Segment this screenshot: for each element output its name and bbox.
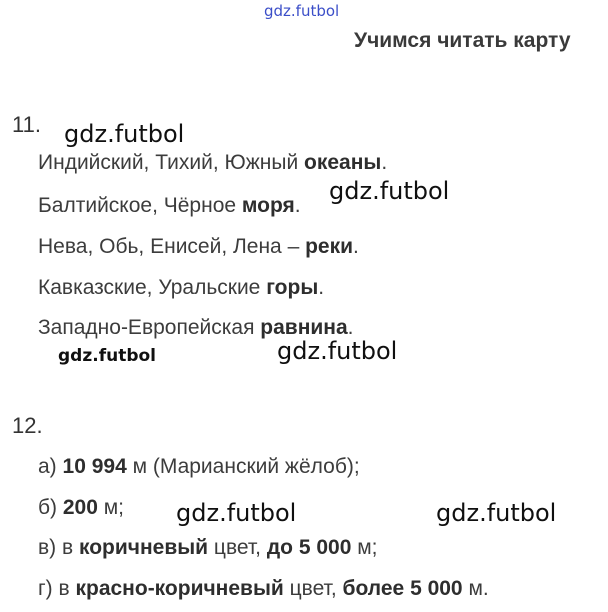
watermark: gdz.futbol	[329, 177, 450, 205]
task-11-line-1: Индийский, Тихий, Южный океаны.	[38, 151, 388, 174]
task-12-answer-a: а) 10 994 м (Марианский жёлоб);	[38, 455, 360, 478]
watermark-top: gdz.futbol	[264, 2, 340, 20]
task-11-number: 11.	[12, 112, 41, 137]
task-11-line-3: Нева, Обь, Енисей, Лена – реки.	[38, 235, 359, 258]
task-12-answer-b: б) 200 м;	[38, 496, 125, 519]
watermark: gdz.futbol	[64, 120, 185, 148]
page-title: Учимся читать карту	[354, 29, 571, 52]
task-12-number: 12.	[12, 413, 43, 438]
task-12-answer-c: в) в коричневый цвет, до 5 000 м;	[38, 536, 378, 559]
task-12-answer-d: г) в красно-коричневый цвет, более 5 000 м.	[38, 577, 489, 600]
task-11-line-2: Балтийское, Чёрное моря.	[38, 194, 301, 217]
watermark: gdz.futbol	[58, 346, 156, 366]
watermark: gdz.futbol	[277, 337, 398, 365]
task-11-line-4: Кавказские, Уральские горы.	[38, 276, 325, 299]
task-11-line-5: Западно-Европейская равнина.	[38, 316, 354, 339]
watermark: gdz.futbol	[176, 499, 297, 527]
watermark: gdz.futbol	[436, 499, 557, 527]
